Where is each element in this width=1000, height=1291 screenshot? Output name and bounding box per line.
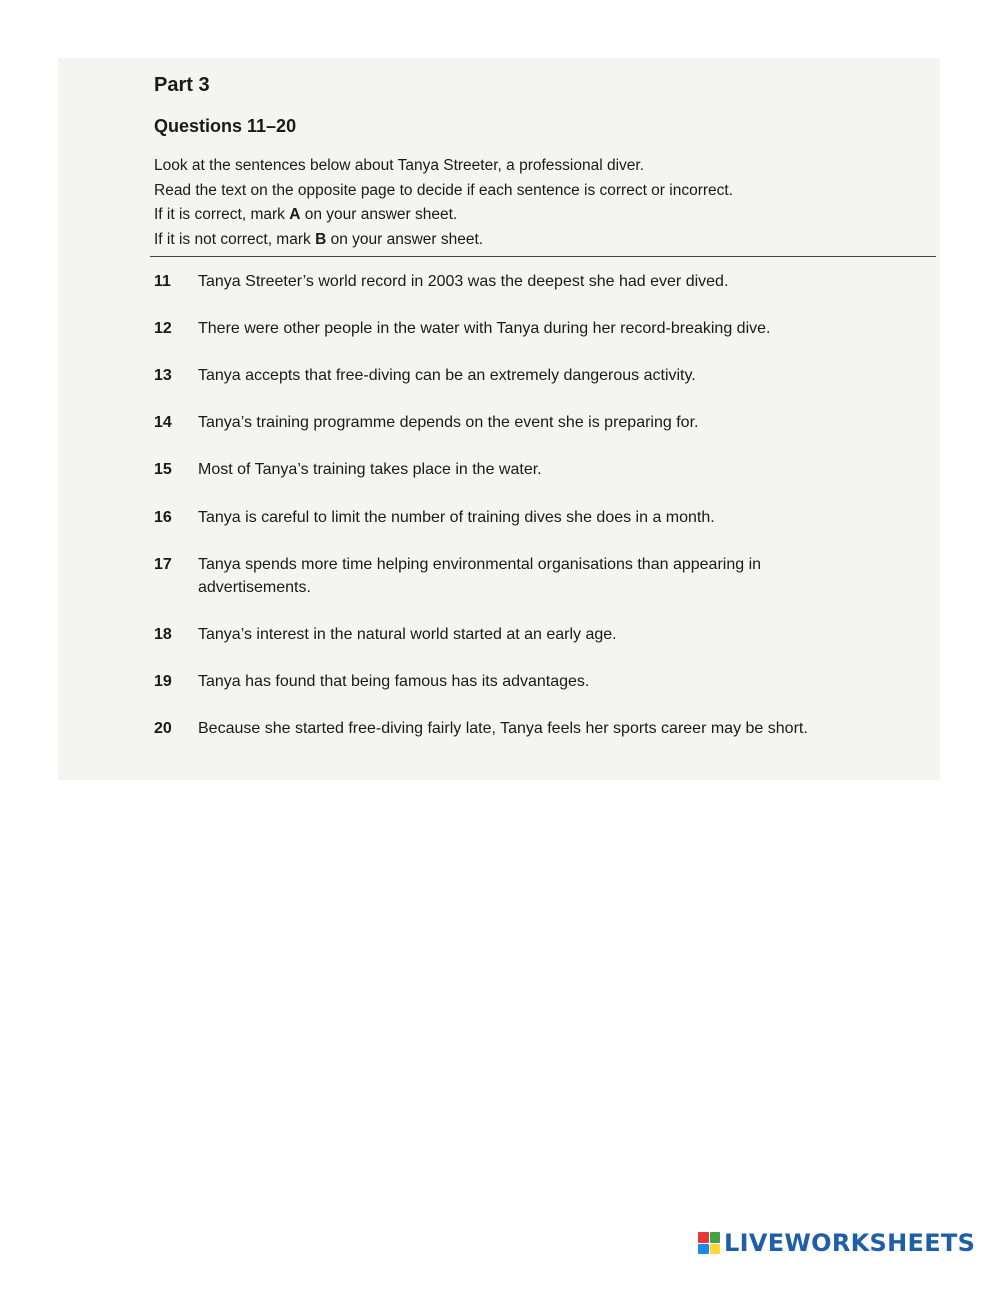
instruction-line: Look at the sentences below about Tanya Streeter, a professional diver.	[154, 157, 645, 174]
part-title: Part 3	[154, 74, 210, 96]
question-number: 16	[154, 509, 172, 526]
question-text: Tanya has found that being famous has its advantages.	[198, 673, 590, 690]
question-number: 19	[154, 673, 172, 690]
logo-blocks-icon	[698, 1232, 720, 1254]
question-item	[154, 623, 914, 646]
question-item	[154, 317, 914, 340]
answer-letter-b: B	[315, 230, 327, 248]
question-number: 15	[154, 461, 172, 478]
instruction-line: If it is correct, mark A on your answer sheet.	[154, 206, 458, 223]
question-number: 12	[154, 320, 172, 337]
question-number: 13	[154, 367, 172, 384]
question-item	[154, 670, 914, 693]
instructions	[154, 154, 914, 252]
questions-range-heading: Questions 11–20	[154, 116, 297, 136]
divider-line	[150, 256, 936, 257]
instruction-line: If it is not correct, mark B on your answer sheet.	[154, 230, 484, 248]
answer-letter-a: A	[289, 206, 301, 223]
instruction-line: Read the text on the opposite page to decide if each sentence is correct or incorrect.	[154, 181, 734, 199]
liveworksheets-logo[interactable]	[698, 1230, 975, 1256]
question-item	[154, 364, 914, 387]
logo-block	[710, 1232, 721, 1243]
question-text: Most of Tanya’s training takes place in the water.	[198, 461, 542, 478]
question-number: 20	[154, 720, 172, 737]
question-text: Tanya spends more time helping environmental organisations than appearing in advertisements.	[198, 556, 762, 596]
question-text: Tanya is careful to limit the number of training dives she does in a month.	[198, 509, 715, 526]
question-text: There were other people in the water with Tanya during her record-breaking dive.	[198, 320, 771, 337]
question-item	[154, 717, 914, 740]
question-text: Tanya Streeter’s world record in 2003 was the deepest she had ever dived.	[198, 273, 729, 290]
question-item	[154, 411, 914, 434]
question-number: 17	[154, 556, 172, 573]
logo-block	[698, 1232, 709, 1243]
question-item	[154, 270, 914, 293]
question-text: Tanya accepts that free-diving can be an extremely dangerous activity.	[198, 367, 696, 384]
logo-block	[710, 1244, 721, 1255]
logo-block	[698, 1244, 709, 1255]
question-number: 18	[154, 626, 172, 643]
question-item	[154, 553, 914, 599]
question-item	[154, 506, 914, 529]
logo-text: LIVEWORKSHEETS	[724, 1229, 976, 1257]
question-number: 11	[154, 273, 171, 290]
question-number: 14	[154, 414, 172, 431]
question-text: Because she started free-diving fairly late, Tanya feels her sports career may be short.	[198, 720, 808, 737]
question-text: Tanya’s training programme depends on the event she is preparing for.	[198, 414, 699, 431]
question-text: Tanya’s interest in the natural world started at an early age.	[198, 626, 617, 643]
question-item	[154, 458, 914, 481]
